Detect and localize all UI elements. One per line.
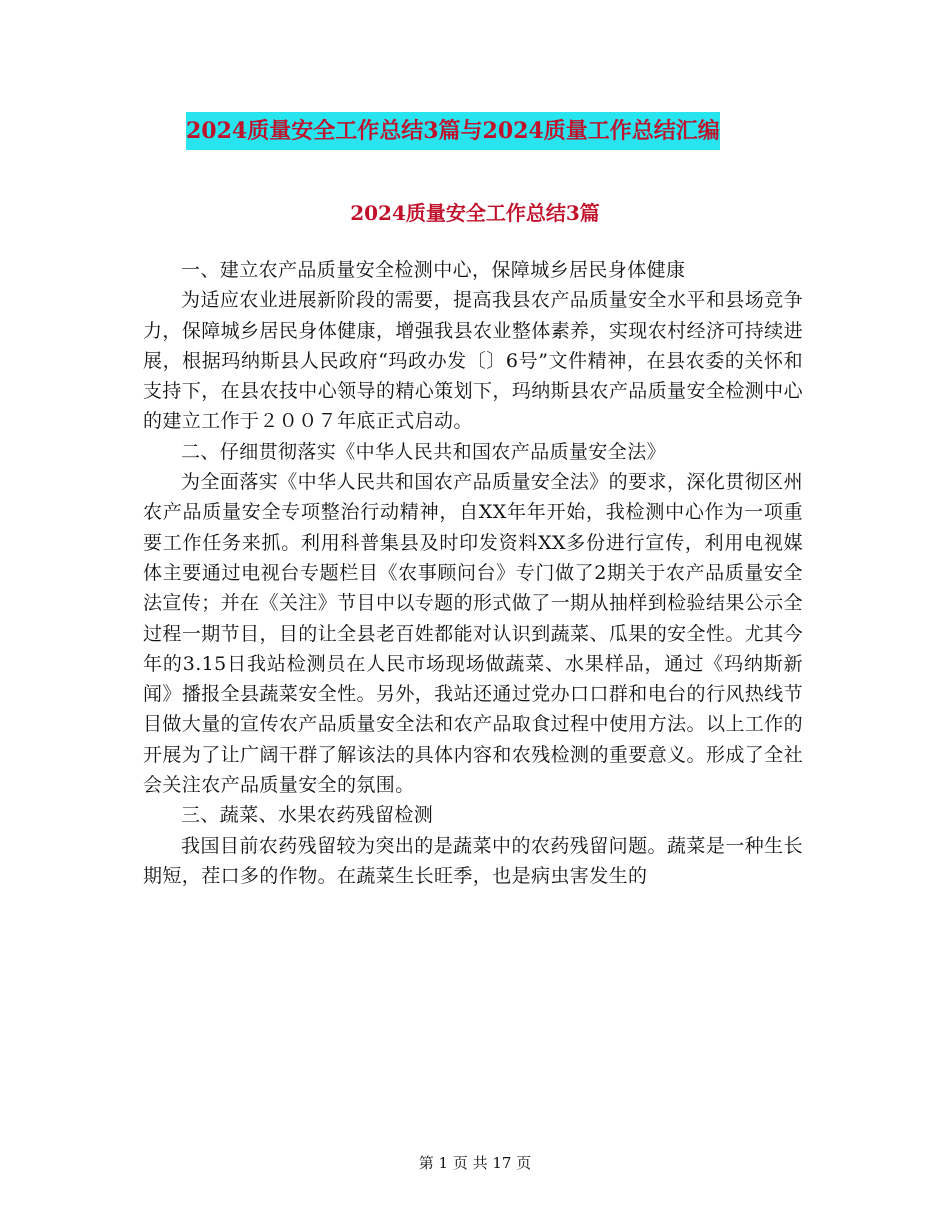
paragraph-2: 为全面落实《中华人民共和国农产品质量安全法》的要求，深化贯彻区州农产品质量安全专项整治行动精神，自XX年年开始，我检测中心作为一项重要工作任务来抓。利用科普集县及时印发资料XX多份进行宣传，利用电视媒体主要通过电视台专题栏目《农事顾问台》专门做了2期关于农产品质量安全法宣传；并在《关注》节目中以专题的形式做了一期从抽样到检验结果公示全过程一期节目，目的让全县老百姓都能对认识到蔬菜、瓜果的安全性。尤其今年的3.15日我站检测员在人民市场现场做蔬菜、水果样品，通过《玛纳斯新闻》播报全县蔬菜安全性。另外，我站还通过党办口口群和电台的行风热线节目做大量的宣传农产品质量安全法和农产品取食过程中使用方法。以上工作的开展为了让广阔干群了解该法的具体内容和农残检测的重要意义。形成了全社会关注农产品质量安全的氛围。 [143,471,803,797]
document-body [143,222,803,891]
section-heading-1: 一、建立农产品质量安全检测中心，保障城乡居民身体健康 [181,259,686,281]
paragraph-1: 为适应农业进展新阶段的需要，提高我县农产品质量安全水平和县场竞争力，保障城乡居民身体健康，增强我县农业整体素养，实现农村经济可持续进展，根据玛纳斯县人民政府“玛政办发〔〕6号”文件精神，在县农委的关怀和支持下，在县农技中心领导的精心策划下，玛纳斯县农产品质量安全检测中心的建立工作于２００７年底正式启动。 [143,289,803,433]
section-heading-2: 二、仔细贯彻落实《中华人民共和国农产品质量安全法》 [181,440,667,463]
document-sub-title: 2024质量安全工作总结3篇 [350,201,600,225]
page-number-footer: 第 1 页 共 17 页 [418,1154,532,1172]
section-heading-3: 三、蔬菜、水果农药残留检测 [181,804,434,827]
document-main-title: 2024质量安全工作总结3篇与2024质量工作总结汇编 [186,112,720,150]
paragraph-3: 我国目前农药残留较为突出的是蔬菜中的农药残留问题。蔬菜是一种生长期短，茬口多的作物。在蔬菜生长旺季，也是病虫害发生的 [143,834,803,887]
